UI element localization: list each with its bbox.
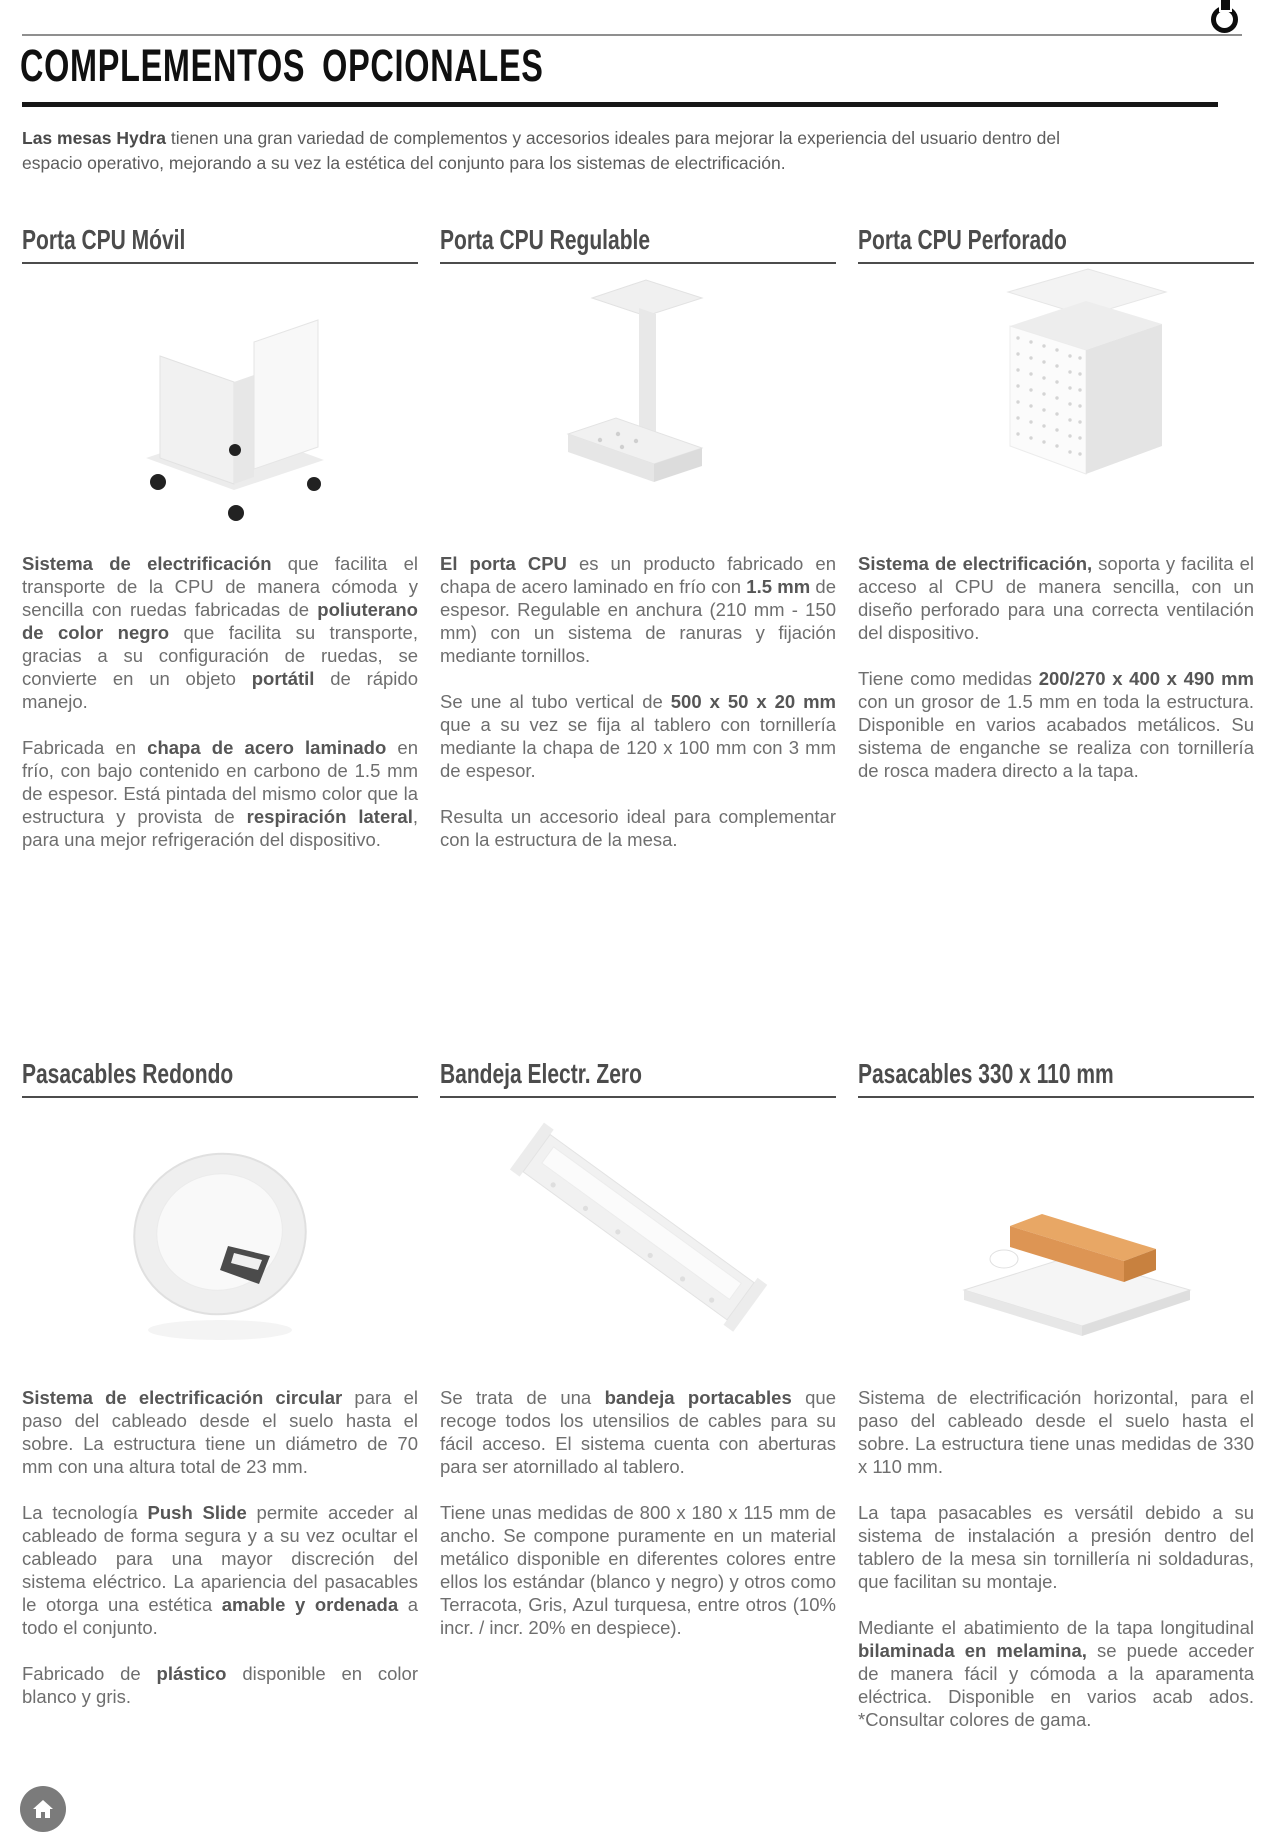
text-run: espacio operativo, mejorando a su vez la estética del conjunto para los sistemas de electrificación.	[22, 153, 786, 173]
text-run: poliuterano de color negro	[22, 599, 418, 643]
section-body	[858, 552, 1254, 782]
section-title	[22, 1058, 418, 1090]
page-title	[20, 40, 747, 92]
logo-square-icon	[1221, 0, 1230, 10]
paragraph	[22, 552, 418, 713]
product-image-cpu-holder-adjustable	[440, 264, 836, 536]
text-run: de rápido manejo.	[22, 668, 418, 712]
section-body	[440, 552, 836, 851]
paragraph	[858, 1386, 1254, 1478]
cpu-cart-illustration	[22, 264, 418, 536]
text-run: portátil	[251, 668, 315, 689]
section-pasacables-330x110	[858, 1058, 1254, 1754]
text-run: Push Slide	[147, 1502, 247, 1523]
paragraph	[440, 1501, 836, 1639]
section-bandeja-electr-zero	[440, 1058, 836, 1662]
text-run: que facilita el transporte de la CPU de manera cómoda y sencilla con ruedas fabricadas de	[22, 553, 418, 620]
section-title-text: Pasacables 330 x 110 mm	[858, 1058, 1114, 1089]
text-run: 200/270 x 400 x 490 mm	[1038, 668, 1254, 689]
product-image-cpu-cart	[22, 264, 418, 536]
title-underline-rule	[22, 102, 1218, 107]
text-run: con un grosor de 1.5 mm en toda la estructura. Disponible en varios acabados metálicos. Su sistema de enganche se realiza con tornillería de rosca madera directo a la tapa.	[858, 691, 1254, 781]
text-run: Se une al tubo vertical de	[440, 691, 671, 712]
section-body	[858, 1386, 1254, 1731]
text-run: Se trata de una	[440, 1387, 605, 1408]
cpu-holder-adjustable-illustration	[440, 264, 836, 536]
text-run: Fabricado de	[22, 1663, 157, 1684]
brand-ring-logo	[1210, 0, 1240, 34]
text-run: que a su vez se fija al tablero con tornillería mediante la chapa de 120 x 100 mm con 3 mm de espesor.	[440, 714, 836, 781]
round-grommet-illustration	[22, 1098, 418, 1370]
text-run: La tapa pasacables es versátil debido a su sistema de instalación a presión dentro del tablero de la mesa sin tornillería ni soldaduras, que facilitan su montaje.	[858, 1502, 1254, 1592]
paragraph	[858, 1501, 1254, 1593]
section-porta-cpu-perforado	[858, 224, 1254, 805]
top-hairline	[22, 34, 1242, 36]
text-run: a todo el conjunto.	[22, 1594, 419, 1638]
logo-ring-icon	[1211, 6, 1238, 33]
product-image-rect-grommet-orange	[858, 1098, 1254, 1370]
section-pasacables-redondo	[22, 1058, 418, 1731]
text-run: amable y ordenada	[221, 1594, 399, 1615]
section-title-text: Pasacables Redondo	[22, 1058, 234, 1089]
paragraph	[440, 552, 836, 667]
text-run: disponible en color blanco y gris.	[22, 1663, 418, 1707]
cable-tray-illustration	[440, 1098, 836, 1370]
text-run: tienen una gran variedad de complementos y accesorios ideales para mejorar la experiencia del usuario dentro del	[165, 128, 1060, 148]
text-run: bilaminada en melamina,	[858, 1640, 1087, 1661]
product-image-cable-tray	[440, 1098, 836, 1370]
text-run: plástico	[156, 1663, 227, 1684]
section-title	[858, 1058, 1254, 1090]
paragraph	[22, 1386, 418, 1478]
text-run: es un producto fabricado en chapa de acero laminado en frío con	[440, 553, 836, 597]
section-body	[22, 552, 418, 851]
text-run: Sistema de electrificación horizontal, para el paso del cableado desde el suelo hasta el sobre. La estructura tiene unas medidas de 330 x 110 mm.	[858, 1387, 1254, 1477]
paragraph	[440, 690, 836, 782]
text-run: respiración lateral	[246, 806, 413, 827]
home-button[interactable]	[20, 1786, 66, 1832]
text-run: soporta y facilita el acceso al CPU de manera sencilla, con un diseño perforado para una correcta ventilación del dispositivo.	[858, 553, 1254, 643]
text-run: Tiene unas medidas de 800 x 180 x 115 mm de ancho. Se compone puramente en un material metálico disponible en diferentes colores entre ellos los estándar (blanco y negro) y otros como Terracota, Gris, Azul turquesa, entre otros (10% incr. / incr. 20% en despiece).	[440, 1502, 836, 1638]
paragraph	[440, 1386, 836, 1478]
section-porta-cpu-regulable	[440, 224, 836, 874]
text-run: 500 x 50 x 20 mm	[670, 691, 836, 712]
section-title	[440, 224, 836, 256]
text-run: Sistema de electrificación	[22, 553, 272, 574]
text-run: que recoge todos los utensilios de cables para su fácil acceso. El sistema cuenta con aberturas para ser atornillado al tablero.	[440, 1387, 836, 1477]
paragraph	[22, 1501, 418, 1639]
text-run: para el paso del cableado desde el suelo hasta el sobre. La estructura tiene un diámetro de 70 mm con una altura total de 23 mm.	[22, 1387, 418, 1477]
section-title-text: Bandeja Electr. Zero	[440, 1058, 642, 1089]
section-body	[440, 1386, 836, 1639]
text-run: , para una mejor refrigeración del dispositivo.	[22, 806, 419, 850]
text-run: bandeja portacables	[604, 1387, 792, 1408]
text-run: Sistema de electrificación,	[858, 553, 1093, 574]
text-run: Sistema de electrificación circular	[22, 1387, 343, 1408]
section-body	[22, 1386, 418, 1708]
section-title	[440, 1058, 836, 1090]
home-icon	[31, 1797, 55, 1821]
text-run: 1.5 mm	[746, 576, 811, 597]
section-title-text: Porta CPU Perforado	[858, 224, 1067, 255]
text-run: El porta CPU	[440, 553, 567, 574]
page-title-text: COMPLEMENTOS OPCIONALES	[20, 40, 544, 91]
rect-grommet-orange-illustration	[858, 1098, 1254, 1370]
text-run: Las mesas Hydra	[22, 128, 166, 148]
text-run: Mediante el abatimiento de la tapa longitudinal	[858, 1617, 1254, 1638]
text-run: en frío, con bajo contenido en carbono de 1.5 mm de espesor. Está pintada del mismo color que la estructura y provista de	[22, 737, 418, 827]
paragraph	[858, 1616, 1254, 1731]
text-run: de espesor. Regulable en anchura (210 mm - 150 mm) con un sistema de ranuras y fijación mediante tornillos.	[440, 576, 836, 666]
text-run: permite acceder al cableado de forma segura y a su vez ocultar el cableado para una mayor discreción del sistema eléctrico. La apariencia del pasacables le otorga una estética	[22, 1502, 419, 1615]
paragraph	[440, 805, 836, 851]
intro-paragraph	[22, 126, 1262, 176]
text-run: que facilita su transporte, gracias a su configuración de ruedas, se convierte en un objeto	[22, 622, 418, 689]
section-title-text: Porta CPU Móvil	[22, 224, 186, 255]
section-porta-cpu-movil	[22, 224, 418, 874]
text-run: Fabricada en	[22, 737, 148, 758]
paragraph	[858, 667, 1254, 782]
text-run: Resulta un accesorio ideal para complementar con la estructura de la mesa.	[440, 806, 836, 850]
section-title	[858, 224, 1254, 256]
product-image-cpu-holder-perforated	[858, 264, 1254, 536]
paragraph	[22, 1662, 418, 1708]
section-title-text: Porta CPU Regulable	[440, 224, 651, 255]
product-image-round-grommet	[22, 1098, 418, 1370]
paragraph	[858, 552, 1254, 644]
text-run: La tecnología	[22, 1502, 148, 1523]
text-run: Tiene como medidas	[858, 668, 1039, 689]
section-title	[22, 224, 418, 256]
text-run: se puede acceder de manera fácil y cómoda a la aparamenta eléctrica. Disponible en varios acab ados. *Consultar colores de gama.	[858, 1640, 1254, 1730]
cpu-holder-perforated-illustration	[858, 264, 1254, 536]
text-run: chapa de acero laminado	[147, 737, 387, 758]
paragraph	[22, 736, 418, 851]
